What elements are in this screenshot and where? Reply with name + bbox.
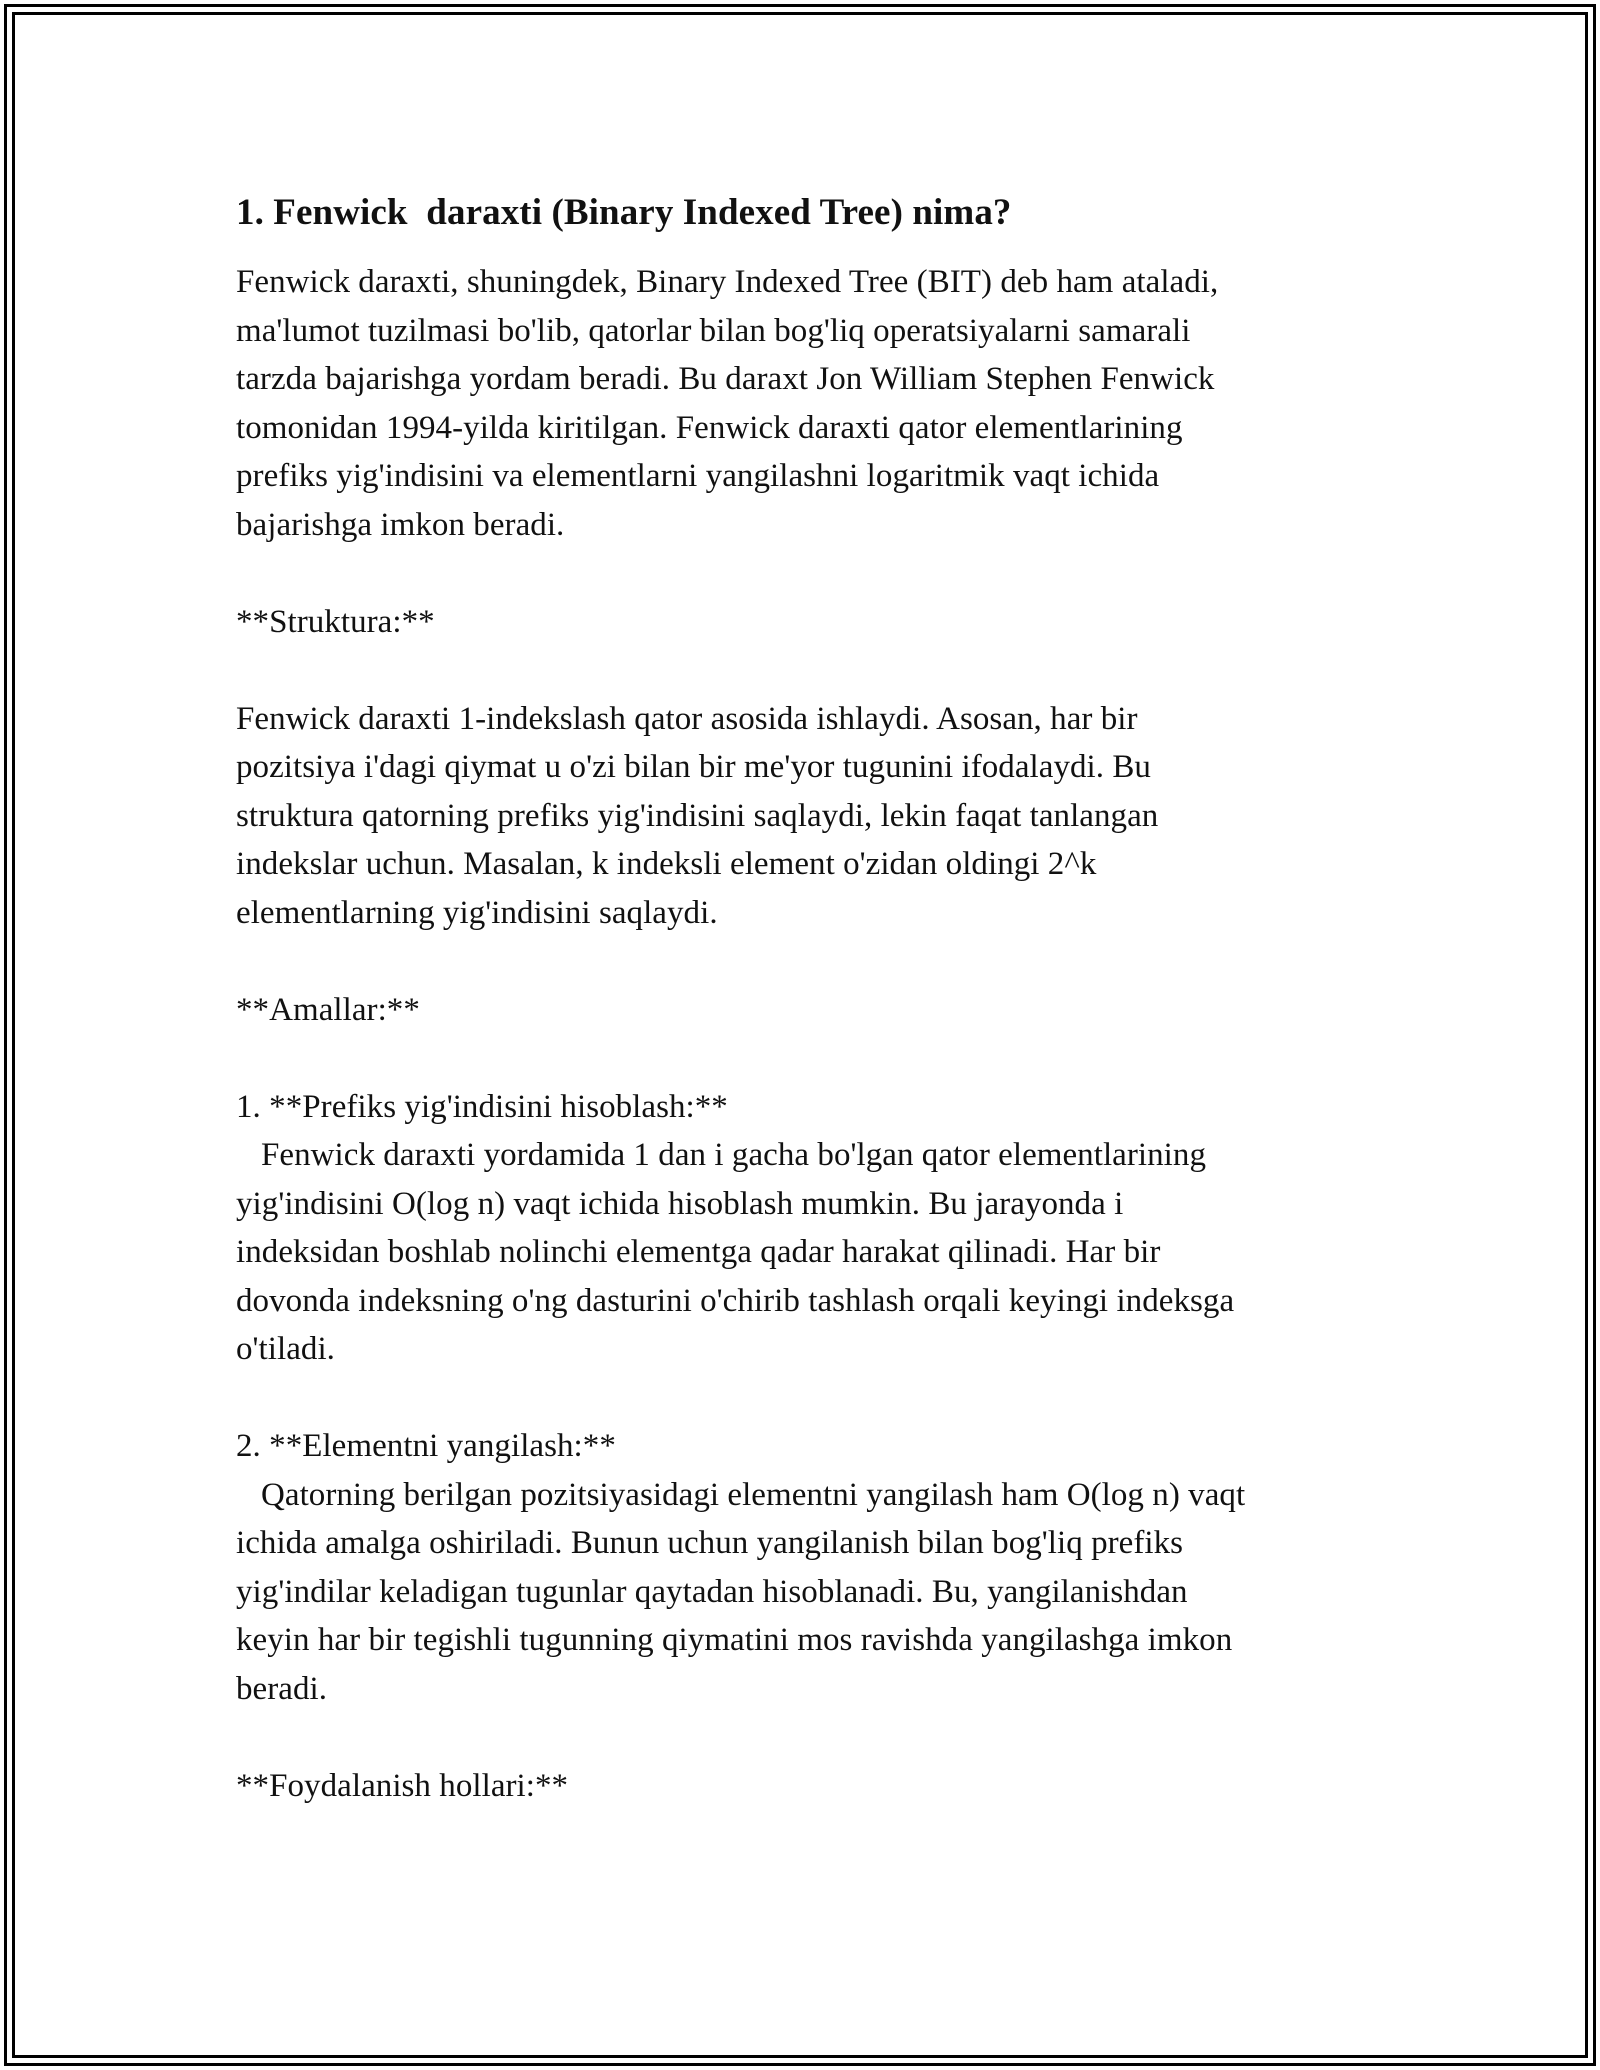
structure-line: elementlarning yig'indisini saqlaydi. xyxy=(236,894,718,931)
structure-paragraph xyxy=(236,695,1376,938)
intro-line: tomonidan 1994-yilda kiritilgan. Fenwick daraxti qator elementlarining xyxy=(236,409,1183,446)
intro-line: bajarishga imkon beradi. xyxy=(236,506,565,543)
blank-line xyxy=(236,549,1376,598)
operation-1-line: o'tiladi. xyxy=(236,1331,335,1367)
use-cases-heading: **Foydalanish hollari:** xyxy=(236,1767,569,1804)
blank-line xyxy=(236,1374,1376,1423)
operation-2-line: Qatorning berilgan pozitsiyasidagi elementni yangilash ham O(log n) vaqt xyxy=(261,1476,1246,1513)
operation-2-line: beradi. xyxy=(236,1670,328,1707)
blank-line xyxy=(236,937,1376,986)
blank-line xyxy=(236,1713,1376,1762)
document-body xyxy=(236,188,1376,1810)
blank-line xyxy=(236,646,1376,695)
structure-line: pozitsiya i'dagi qiymat u o'zi bilan bir me'yor tugunini ifodalaydi. Bu xyxy=(236,749,1151,785)
operation-2-line: keyin har bir tegishli tugunning qiymatini mos ravishda yangilashga imkon xyxy=(236,1622,1233,1658)
document-title: 1. Fenwick daraxti (Binary Indexed Tree) nima? xyxy=(236,192,1012,233)
operation-2-heading: 2. **Elementni yangilash:** xyxy=(236,1428,616,1464)
operations-heading: **Amallar:** xyxy=(236,991,420,1028)
intro-paragraph xyxy=(236,258,1376,549)
blank-line xyxy=(236,1034,1376,1083)
intro-line: tarzda bajarishga yordam beradi. Bu daraxt Jon William Stephen Fenwick xyxy=(236,361,1215,397)
operation-1-line: dovonda indeksning o'ng dasturini o'chirib tashlash orqali keyingi indeksga xyxy=(236,1282,1235,1319)
structure-line: Fenwick daraxti 1-indekslash qator asosida ishlaydi. Asosan, har bir xyxy=(236,700,1138,737)
structure-heading: **Struktura:** xyxy=(236,603,435,640)
operation-1-line: indeksidan boshlab nolinchi elementga qadar harakat qilinadi. Har bir xyxy=(236,1234,1161,1270)
operation-1-line: yig'indisini O(log n) vaqt ichida hisoblash mumkin. Bu jarayonda i xyxy=(236,1185,1124,1222)
operation-2-line: ichida amalga oshiriladi. Bunun uchun yangilanish bilan bog'liq prefiks xyxy=(236,1525,1184,1561)
operation-1-line: Fenwick daraxti yordamida 1 dan i gacha bo'lgan qator elementlarining xyxy=(261,1137,1206,1173)
intro-line: Fenwick daraxti, shuningdek, Binary Indexed Tree (BIT) deb ham ataladi, xyxy=(236,264,1219,300)
structure-line: struktura qatorning prefiks yig'indisini saqlaydi, lekin faqat tanlangan xyxy=(236,797,1159,834)
operation-2 xyxy=(236,1422,1376,1713)
operation-2-line: yig'indilar keladigan tugunlar qaytadan hisoblanadi. Bu, yangilanishdan xyxy=(236,1573,1188,1610)
operation-1 xyxy=(236,1083,1376,1374)
operation-1-heading: 1. **Prefiks yig'indisini hisoblash:** xyxy=(236,1088,728,1125)
structure-line: indekslar uchun. Masalan, k indeksli element o'zidan oldingi 2^k xyxy=(236,846,1097,882)
intro-line: prefiks yig'indisini va elementlarni yangilashni logaritmik vaqt ichida xyxy=(236,458,1160,494)
intro-line: ma'lumot tuzilmasi bo'lib, qatorlar bilan bog'liq operatsiyalarni samarali xyxy=(236,312,1191,349)
